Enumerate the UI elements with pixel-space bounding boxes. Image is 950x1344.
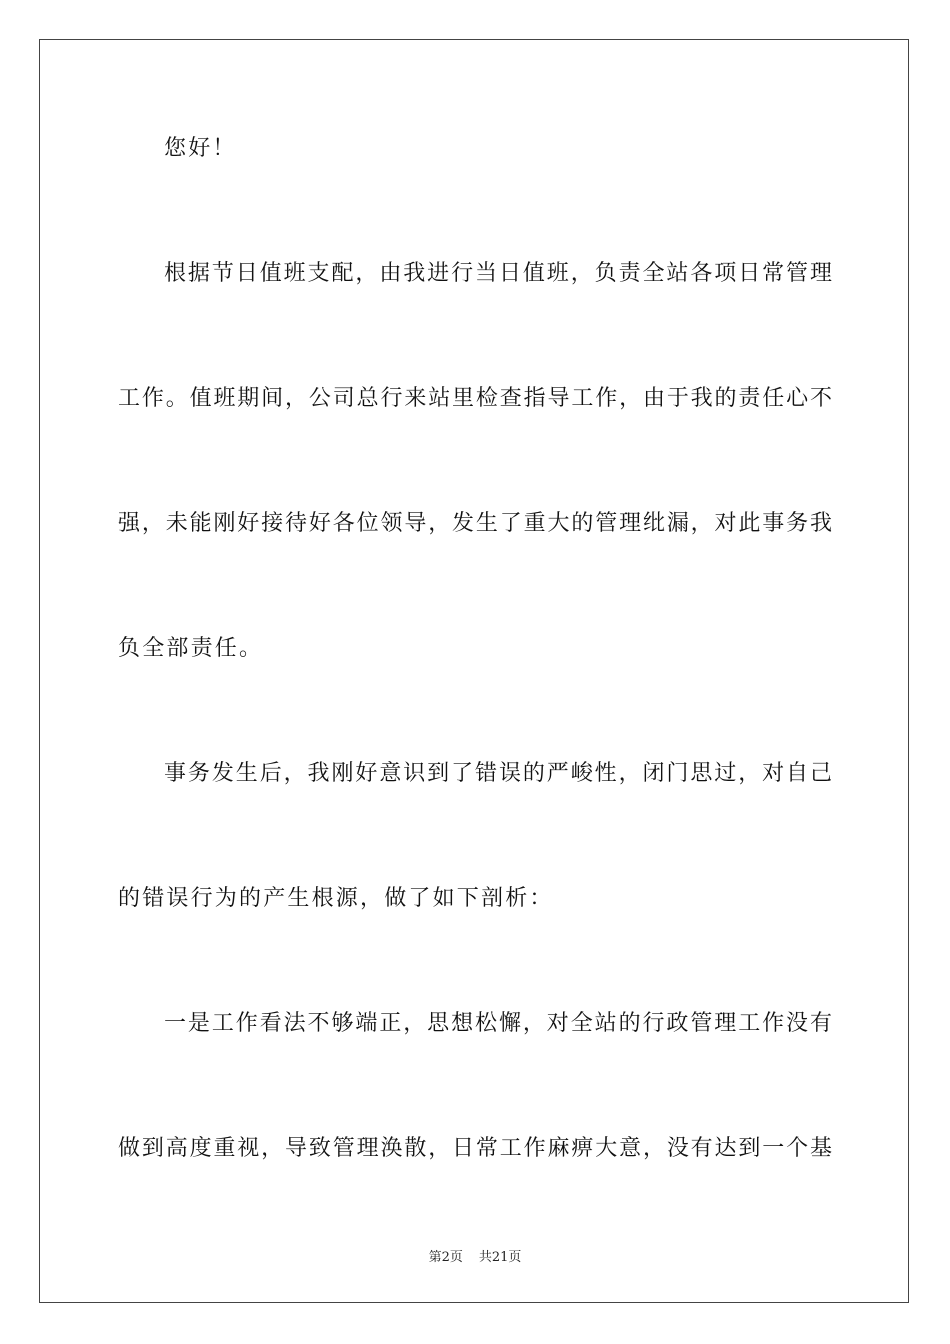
paragraph-3-line-1: 一是工作看法不够端正，思想松懈，对全站的行政管理工作没有 — [164, 1011, 832, 1036]
page-number: 第2页 — [428, 1250, 463, 1265]
paragraph-1-line-4: 负全部责任。 — [118, 636, 264, 661]
page-border — [39, 39, 909, 1303]
paragraph-1-line-2: 工作。值班期间，公司总行来站里检查指导工作，由于我的责任心不 — [118, 386, 832, 411]
paragraph-3-line-2: 做到高度重视，导致管理涣散，日常工作麻痹大意，没有达到一个基 — [118, 1136, 832, 1161]
paragraph-2-line-1: 事务发生后，我刚好意识到了错误的严峻性，闭门思过，对自己 — [164, 761, 832, 786]
page-total: 共21页 — [478, 1250, 522, 1265]
page-footer — [0, 1246, 950, 1265]
greeting: 您好！ — [164, 136, 237, 161]
paragraph-1-line-3: 强，未能刚好接待好各位领导，发生了重大的管理纰漏，对此事务我 — [118, 511, 832, 536]
paragraph-1-line-1: 根据节日值班支配，由我进行当日值班，负责全站各项日常管理 — [164, 261, 832, 286]
paragraph-2-line-2: 的错误行为的产生根源，做了如下剖析： — [118, 886, 554, 911]
